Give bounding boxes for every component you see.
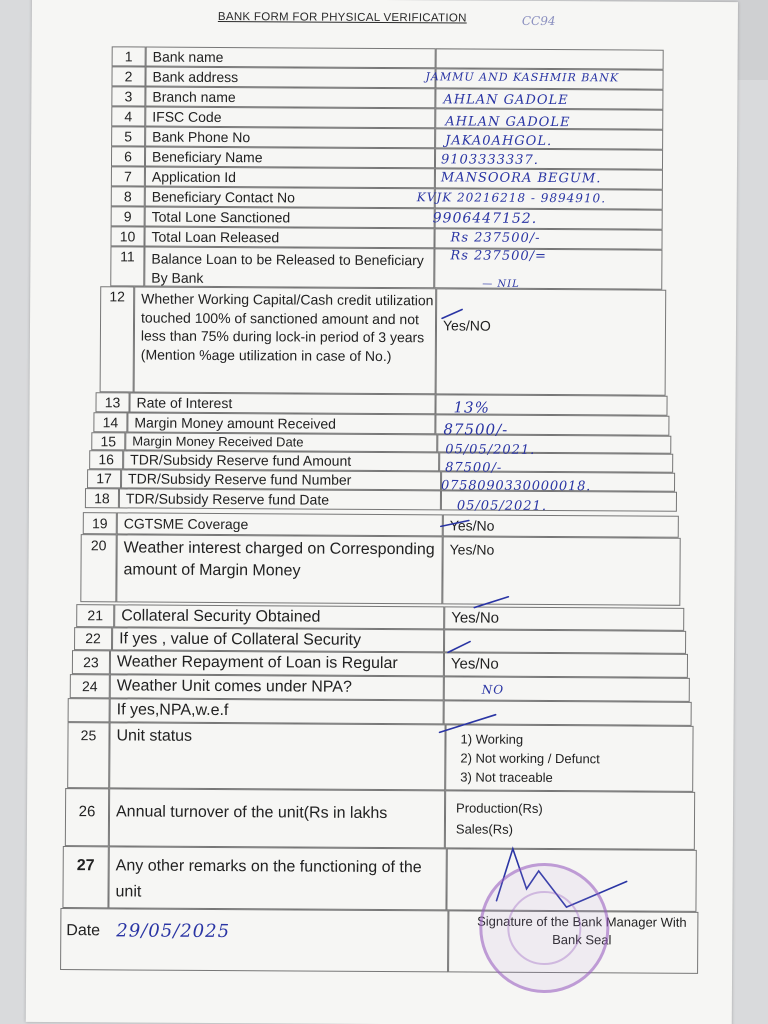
handwritten-beneficiary-name: MANSOORA BEGUM. bbox=[440, 170, 602, 187]
row-label-rate-of-interest: Rate of Interest bbox=[129, 392, 435, 414]
handwritten-npa: NO bbox=[481, 682, 505, 697]
handwritten-tdr-amount: 87500/- bbox=[445, 460, 503, 476]
row-label-balance-loan: Balance Loan to be Released to Beneficiary By Bank bbox=[144, 247, 434, 289]
handwritten-total-released: Rs 237500/= bbox=[450, 248, 547, 264]
row-label-tdr-date: TDR/Subsidy Reserve fund Date bbox=[119, 488, 441, 510]
bank-seal-stamp bbox=[479, 863, 610, 994]
row-label-npa: Weather Unit comes under NPA? bbox=[110, 674, 444, 700]
row-number: 7 bbox=[111, 166, 145, 186]
row-label-annual-turnover: Annual turnover of the unit(Rs in lakhs bbox=[109, 788, 445, 848]
row-label-ifsc-code: IFSC Code bbox=[145, 107, 435, 129]
row-number: 20 bbox=[80, 534, 116, 602]
handwritten-margin-date: 05/05/2021. bbox=[445, 442, 536, 458]
row-label-interest-charged: Weather interest charged on Corresponding amount of Margin Money bbox=[116, 534, 442, 604]
row-label-other-remarks: Any other remarks on the functioning of the unit bbox=[108, 846, 446, 910]
row-label-total-released: Total Loan Released bbox=[144, 227, 434, 249]
row-number: 23 bbox=[72, 650, 110, 674]
row-value-cell bbox=[444, 676, 690, 702]
row-number: 3 bbox=[111, 86, 145, 106]
row-number: 2 bbox=[111, 66, 145, 86]
row-label-bank-name: Bank name bbox=[146, 47, 436, 69]
row-label-bank-phone: Bank Phone No bbox=[145, 127, 435, 149]
row-number: 27 bbox=[62, 846, 108, 908]
row-value-working-capital: Yes/NO bbox=[436, 288, 667, 395]
row-value-cgtsme: Yes/No bbox=[443, 514, 679, 537]
handwritten-bank-name: JAMMU AND KASHMIR BANK bbox=[425, 70, 620, 85]
date-label: Date bbox=[66, 922, 101, 940]
row-number: 14 bbox=[93, 412, 127, 432]
row-label-unit-status: Unit status bbox=[109, 722, 445, 790]
row-label-collateral-obtained: Collateral Security Obtained bbox=[114, 604, 444, 629]
row-number: 15 bbox=[91, 432, 125, 450]
row-number: 11 bbox=[110, 246, 144, 286]
row-label-working-capital: Whether Working Capital/Cash credit utilization touched 100% of sanctioned amount and not less than 75% during lock-in period of 3 years (Mention %age utilization in case of No.) bbox=[134, 286, 437, 394]
handwritten-phone: 9103333337. bbox=[440, 152, 539, 168]
row-number: 24 bbox=[70, 674, 110, 698]
handwritten-rate-of-interest: 13% bbox=[453, 398, 490, 417]
row-label-tdr-number: TDR/Subsidy Reserve fund Number bbox=[121, 469, 441, 490]
row-label-bank-address: Bank address bbox=[145, 67, 435, 89]
handwritten-ifsc: JAKA0AHGOL. bbox=[445, 133, 553, 150]
row-number: 5 bbox=[111, 126, 145, 146]
turnover-production-label: Production(Rs) bbox=[456, 800, 543, 816]
row-label-total-sanctioned: Total Lone Sanctioned bbox=[145, 207, 435, 229]
row-number bbox=[68, 698, 110, 722]
row-number: 6 bbox=[111, 146, 145, 166]
handwritten-tdr-date: 05/05/2021. bbox=[456, 498, 548, 514]
title-handwritten-note: CC94 bbox=[521, 13, 556, 29]
row-number: 8 bbox=[111, 186, 145, 206]
row-value-cell bbox=[444, 700, 692, 726]
row-label-repayment-regular: Weather Repayment of Loan is Regular bbox=[110, 650, 444, 676]
handwritten-total-sanctioned: Rs 237500/- bbox=[450, 230, 541, 246]
signature-label: Signature of the Bank Manager With Bank Seal bbox=[477, 913, 687, 948]
date-handwritten: 29/05/2025 bbox=[116, 920, 231, 943]
row-value-cell bbox=[436, 48, 664, 69]
form-sheet bbox=[26, 0, 738, 1024]
unit-status-option-working: 1) Working bbox=[460, 731, 524, 747]
row-number: 9 bbox=[111, 206, 145, 226]
row-label-margin-money-amount: Margin Money amount Received bbox=[127, 412, 435, 434]
row-label-contact-no: Beneficiary Contact No bbox=[145, 187, 435, 209]
row-number: 21 bbox=[76, 604, 114, 627]
row-label-tdr-amount: TDR/Subsidy Reserve fund Amount bbox=[123, 450, 439, 471]
row-label-margin-money-date: Margin Money Received Date bbox=[125, 432, 437, 452]
row-value-cell bbox=[444, 629, 686, 653]
handwritten-balance-loan: — NIL bbox=[482, 278, 520, 290]
row-number: 16 bbox=[89, 450, 123, 469]
handwritten-bank-address: AHLAN GADOLE bbox=[443, 92, 569, 109]
row-number: 4 bbox=[111, 106, 145, 126]
row-value-repayment-regular: Yes/No bbox=[444, 652, 688, 677]
unit-status-option-not-traceable: 3) Not traceable bbox=[460, 769, 553, 786]
turnover-sales-label: Sales(Rs) bbox=[455, 821, 514, 837]
handwritten-branch-name: AHLAN GADOLE bbox=[445, 114, 571, 131]
row-value-interest-charged: Yes/No bbox=[442, 536, 680, 605]
row-value-unit-status bbox=[445, 724, 693, 792]
row-number: 25 bbox=[67, 722, 109, 788]
row-label-branch-name: Branch name bbox=[145, 87, 435, 109]
handwritten-tdr-number: 0758090330000018. bbox=[440, 478, 592, 495]
row-number: 10 bbox=[110, 226, 144, 246]
handwritten-application-id: KVJK 20216218 - 9894910. bbox=[416, 190, 607, 206]
row-number: 22 bbox=[74, 627, 112, 650]
bank-seal-inner-ring bbox=[507, 891, 581, 965]
handwritten-contact: 9906447152. bbox=[432, 210, 538, 227]
row-number: 1 bbox=[112, 46, 146, 66]
row-value-collateral-obtained: Yes/No bbox=[444, 606, 684, 630]
unit-status-option-not-working: 2) Not working / Defunct bbox=[460, 750, 600, 767]
row-value-annual-turnover bbox=[445, 790, 695, 850]
row-number: 13 bbox=[95, 392, 129, 412]
row-label-cgtsme: CGTSME Coverage bbox=[117, 512, 443, 536]
form-title: BANK FORM FOR PHYSICAL VERIFICATION bbox=[217, 10, 467, 25]
row-number: 19 bbox=[83, 512, 117, 534]
row-label-npa-wef: If yes,NPA,w.e.f bbox=[110, 698, 444, 724]
row-number: 26 bbox=[65, 788, 109, 846]
row-number: 17 bbox=[87, 469, 121, 488]
row-number: 12 bbox=[100, 286, 135, 392]
row-number: 18 bbox=[85, 488, 119, 508]
row-label-application-id: Application Id bbox=[145, 167, 435, 189]
row-label-collateral-value: If yes , value of Collateral Security bbox=[112, 627, 444, 652]
row-label-beneficiary-name: Beneficiary Name bbox=[145, 147, 435, 169]
handwritten-margin-money: 87500/- bbox=[443, 420, 509, 439]
